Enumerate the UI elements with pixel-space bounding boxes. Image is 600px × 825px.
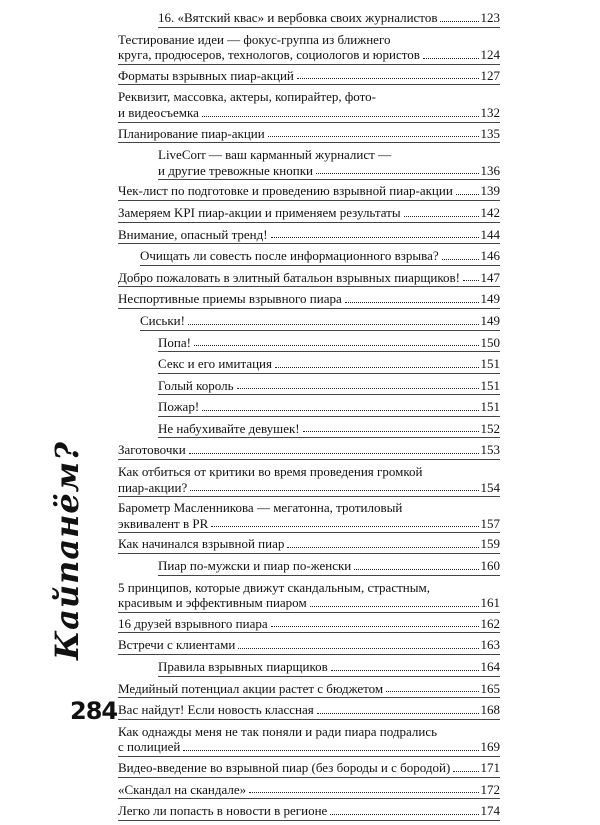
toc-entry bbox=[118, 536, 500, 558]
toc-entry bbox=[118, 335, 500, 357]
toc-entry-title: Чек-лист по подготовке и проведению взрывной пиар-акции bbox=[118, 183, 453, 199]
toc-entry bbox=[118, 442, 500, 464]
toc-entry-row bbox=[158, 558, 500, 574]
toc-entry-title: с полицией bbox=[118, 739, 181, 755]
toc-entry-page: 160 bbox=[480, 558, 500, 574]
toc-entry-title: «Скандал на скандале» bbox=[118, 781, 247, 797]
toc-entry-title: Медийный потенциал акции растет с бюджетом bbox=[118, 680, 384, 696]
toc-entry-row bbox=[118, 291, 500, 307]
toc-entry-page: 136 bbox=[480, 162, 500, 178]
toc-entry-title: Замеряем KPI пиар-акции и применяем результаты bbox=[118, 204, 401, 220]
toc-entry bbox=[118, 205, 500, 227]
dot-leader bbox=[194, 345, 479, 346]
toc-entry bbox=[118, 270, 500, 292]
toc-entry-page: 172 bbox=[480, 781, 500, 797]
toc-entry bbox=[118, 803, 500, 825]
dot-leader bbox=[463, 280, 479, 281]
toc-entry-title: Сиськи! bbox=[140, 312, 185, 328]
dot-leader bbox=[271, 626, 479, 627]
toc-entry bbox=[118, 659, 500, 681]
toc-entry-page: 150 bbox=[480, 334, 500, 350]
toc-entry-title: Добро пожаловать в элитный батальон взрывных пиарщиков! bbox=[118, 269, 460, 285]
toc-entry-row bbox=[140, 313, 500, 329]
toc-entry-page: 164 bbox=[480, 659, 500, 674]
toc-entry-page: 157 bbox=[480, 515, 500, 531]
dot-leader bbox=[453, 771, 478, 772]
toc-entry-line: Как однажды меня не так поняли и ради пиара подрались bbox=[118, 723, 438, 739]
dot-leader bbox=[275, 367, 479, 368]
toc-entry-row bbox=[118, 803, 500, 819]
toc-entry bbox=[118, 183, 500, 205]
toc-entry-title: 16 друзей взрывного пиара bbox=[118, 615, 268, 631]
toc-entry bbox=[118, 782, 500, 804]
toc-entry-row bbox=[118, 637, 500, 653]
toc-entry-row bbox=[118, 105, 500, 121]
toc-entry-page: 154 bbox=[480, 479, 500, 495]
toc-entry bbox=[118, 464, 500, 500]
dot-leader bbox=[456, 194, 479, 195]
dot-leader bbox=[238, 648, 478, 649]
toc-entry-page: 151 bbox=[480, 377, 500, 393]
toc-entry-title: Заготовочки bbox=[118, 442, 186, 458]
toc-entry bbox=[118, 558, 500, 580]
dot-leader bbox=[317, 713, 479, 714]
toc-entry-line: Реквизит, массовка, актеры, копирайтер, фото- bbox=[118, 89, 376, 105]
toc-entry-title: Планирование пиар-акции bbox=[118, 125, 265, 141]
toc-entry-title: Неспортивные приемы взрывного пиара bbox=[118, 291, 342, 307]
toc-entry-page: 153 bbox=[480, 442, 500, 458]
toc-entry-page: 161 bbox=[480, 595, 500, 611]
toc-entry bbox=[118, 227, 500, 249]
page-number: 284 bbox=[70, 697, 118, 725]
toc-entry-row bbox=[158, 356, 500, 372]
toc-entry bbox=[118, 313, 500, 335]
toc-entry-page: 171 bbox=[480, 759, 500, 775]
toc-entry-page: 123 bbox=[480, 10, 500, 25]
table-of-contents bbox=[118, 10, 500, 825]
toc-entry-row bbox=[158, 163, 500, 179]
toc-entry-page: 163 bbox=[480, 637, 500, 653]
toc-entry-row bbox=[118, 681, 500, 697]
toc-entry-title: Как начинался взрывной пиар bbox=[118, 536, 285, 552]
toc-entry bbox=[118, 378, 500, 400]
dot-leader bbox=[345, 302, 479, 303]
dot-leader bbox=[330, 814, 478, 815]
toc-entry-title: Не набухивайте девушек! bbox=[158, 420, 300, 436]
toc-entry-title: круга, продюсеров, технологов, социологов и юристов bbox=[118, 47, 420, 63]
toc-entry-row bbox=[118, 68, 500, 84]
toc-entry-row bbox=[118, 782, 500, 798]
toc-entry bbox=[118, 147, 500, 183]
dot-leader bbox=[249, 792, 478, 793]
toc-entry-page: 169 bbox=[480, 739, 500, 755]
toc-entry-row bbox=[118, 227, 500, 243]
toc-entry-row bbox=[118, 126, 500, 142]
toc-entry-page: 139 bbox=[480, 183, 500, 199]
toc-entry-page: 151 bbox=[480, 356, 500, 372]
dot-leader bbox=[316, 173, 479, 174]
toc-entry-row bbox=[140, 248, 500, 264]
toc-entry-line: Как отбиться от критики во время проведения громкой bbox=[118, 464, 423, 480]
toc-entry-row bbox=[118, 270, 500, 286]
dot-leader bbox=[202, 410, 478, 411]
toc-entry-title: Встречи с клиентами bbox=[118, 637, 236, 653]
toc-entry-row bbox=[158, 10, 500, 26]
toc-entry-line: Тестирование идеи — фокус-группа из ближнего bbox=[118, 31, 391, 47]
toc-entry-line: 5 принципов, которые движут скандальным, страстным, bbox=[118, 579, 430, 595]
dot-leader bbox=[297, 78, 479, 79]
dot-leader bbox=[386, 691, 478, 692]
toc-entry-page: 165 bbox=[480, 680, 500, 696]
toc-entry bbox=[118, 89, 500, 125]
toc-entry-page: 149 bbox=[480, 291, 500, 307]
dot-leader bbox=[183, 750, 478, 751]
toc-entry bbox=[118, 291, 500, 313]
dot-leader bbox=[202, 116, 479, 117]
dot-leader bbox=[268, 136, 479, 137]
toc-entry-row bbox=[118, 516, 500, 532]
toc-entry bbox=[118, 10, 500, 32]
toc-entry-page: 168 bbox=[480, 702, 500, 718]
toc-entry bbox=[118, 500, 500, 536]
toc-entry-title: 16. «Вятский квас» и вербовка своих журналистов bbox=[158, 10, 438, 25]
toc-entry-row bbox=[158, 399, 500, 415]
toc-entry-title: Вас найдут! Если новость классная bbox=[118, 702, 314, 718]
toc-entry-title: Пиар по-мужски и пиар по-женски bbox=[158, 558, 352, 574]
toc-entry-page: 147 bbox=[480, 269, 500, 285]
dot-leader bbox=[440, 21, 478, 22]
toc-entry-row bbox=[118, 616, 500, 632]
toc-entry bbox=[118, 702, 500, 724]
toc-entry-title: и другие тревожные кнопки bbox=[158, 162, 313, 178]
toc-entry-title: пиар-акции? bbox=[118, 479, 188, 495]
dot-leader bbox=[423, 58, 479, 59]
dot-leader bbox=[303, 431, 479, 432]
toc-entry-row bbox=[118, 183, 500, 199]
dot-leader bbox=[189, 453, 479, 454]
toc-entry-title: Очищать ли совесть после информационного взрыва? bbox=[140, 248, 439, 264]
toc-entry bbox=[118, 356, 500, 378]
dot-leader bbox=[211, 526, 478, 527]
toc-entry-title: Попа! bbox=[158, 334, 191, 350]
toc-entry-row bbox=[158, 421, 500, 437]
toc-entry-row bbox=[118, 595, 500, 611]
toc-entry-page: 152 bbox=[480, 420, 500, 436]
dot-leader bbox=[331, 670, 479, 671]
toc-entry-line: Барометр Масленникова — мегатонна, тротиловый bbox=[118, 500, 403, 516]
toc-entry-title: эквивалент в PR bbox=[118, 515, 209, 531]
toc-entry-row bbox=[118, 442, 500, 458]
toc-entry-line: LiveCorr — ваш карманный журналист — bbox=[158, 147, 392, 163]
toc-entry bbox=[118, 421, 500, 443]
toc-entry-page: 132 bbox=[480, 104, 500, 120]
toc-entry-title: Внимание, опасный тренд! bbox=[118, 226, 268, 242]
toc-entry bbox=[118, 616, 500, 638]
side-title-text: Кайпанём? bbox=[48, 441, 86, 660]
toc-entry bbox=[118, 580, 500, 616]
toc-entry-row bbox=[158, 378, 500, 394]
toc-entry-page: 124 bbox=[480, 47, 500, 63]
toc-entry-title: Пожар! bbox=[158, 399, 200, 415]
toc-entry-title: красивым и эффективным пиаром bbox=[118, 595, 307, 611]
dot-leader bbox=[354, 569, 478, 570]
dot-leader bbox=[404, 216, 479, 217]
toc-entry-row bbox=[158, 335, 500, 351]
toc-entry-page: 162 bbox=[480, 615, 500, 631]
toc-entry bbox=[118, 760, 500, 782]
toc-entry-page: 142 bbox=[480, 204, 500, 220]
toc-entry-row bbox=[118, 480, 500, 496]
toc-entry-title: Секс и его имитация bbox=[158, 356, 272, 372]
toc-entry-page: 149 bbox=[480, 312, 500, 328]
toc-entry bbox=[118, 637, 500, 659]
toc-entry-title: Правила взрывных пиарщиков bbox=[158, 659, 328, 674]
toc-entry-title: и видеосъемка bbox=[118, 104, 199, 120]
dot-leader bbox=[237, 388, 479, 389]
toc-entry-page: 127 bbox=[480, 67, 500, 83]
toc-entry-page: 144 bbox=[480, 226, 500, 242]
toc-entry-row bbox=[118, 702, 500, 718]
toc-entry-page: 174 bbox=[480, 803, 500, 819]
toc-entry-title: Форматы взрывных пиар-акций bbox=[118, 67, 294, 83]
dot-leader bbox=[287, 547, 478, 548]
dot-leader bbox=[442, 259, 479, 260]
toc-entry bbox=[118, 681, 500, 703]
dot-leader bbox=[190, 490, 478, 491]
toc-entry-row bbox=[118, 760, 500, 776]
toc-entry bbox=[118, 68, 500, 90]
toc-entry-title: Легко ли попасть в новости в регионе bbox=[118, 803, 328, 819]
toc-entry bbox=[118, 126, 500, 148]
toc-entry-row bbox=[118, 205, 500, 221]
toc-entry-title: Голый король bbox=[158, 377, 234, 393]
toc-entry-page: 159 bbox=[480, 536, 500, 552]
toc-entry-row bbox=[118, 739, 500, 755]
toc-entry bbox=[118, 248, 500, 270]
toc-entry bbox=[118, 724, 500, 760]
toc-entry-page: 135 bbox=[480, 125, 500, 141]
toc-entry-page: 151 bbox=[480, 399, 500, 415]
toc-entry bbox=[118, 32, 500, 68]
toc-entry-row bbox=[118, 536, 500, 552]
dot-leader bbox=[188, 324, 479, 325]
toc-entry bbox=[118, 399, 500, 421]
toc-entry-title: Видео-введение во взрывной пиар (без бороды и с бородой) bbox=[118, 759, 451, 775]
toc-entry-row bbox=[118, 47, 500, 63]
dot-leader bbox=[310, 606, 479, 607]
toc-entry-page: 146 bbox=[480, 248, 500, 264]
dot-leader bbox=[271, 237, 479, 238]
toc-entry-row bbox=[158, 659, 500, 675]
